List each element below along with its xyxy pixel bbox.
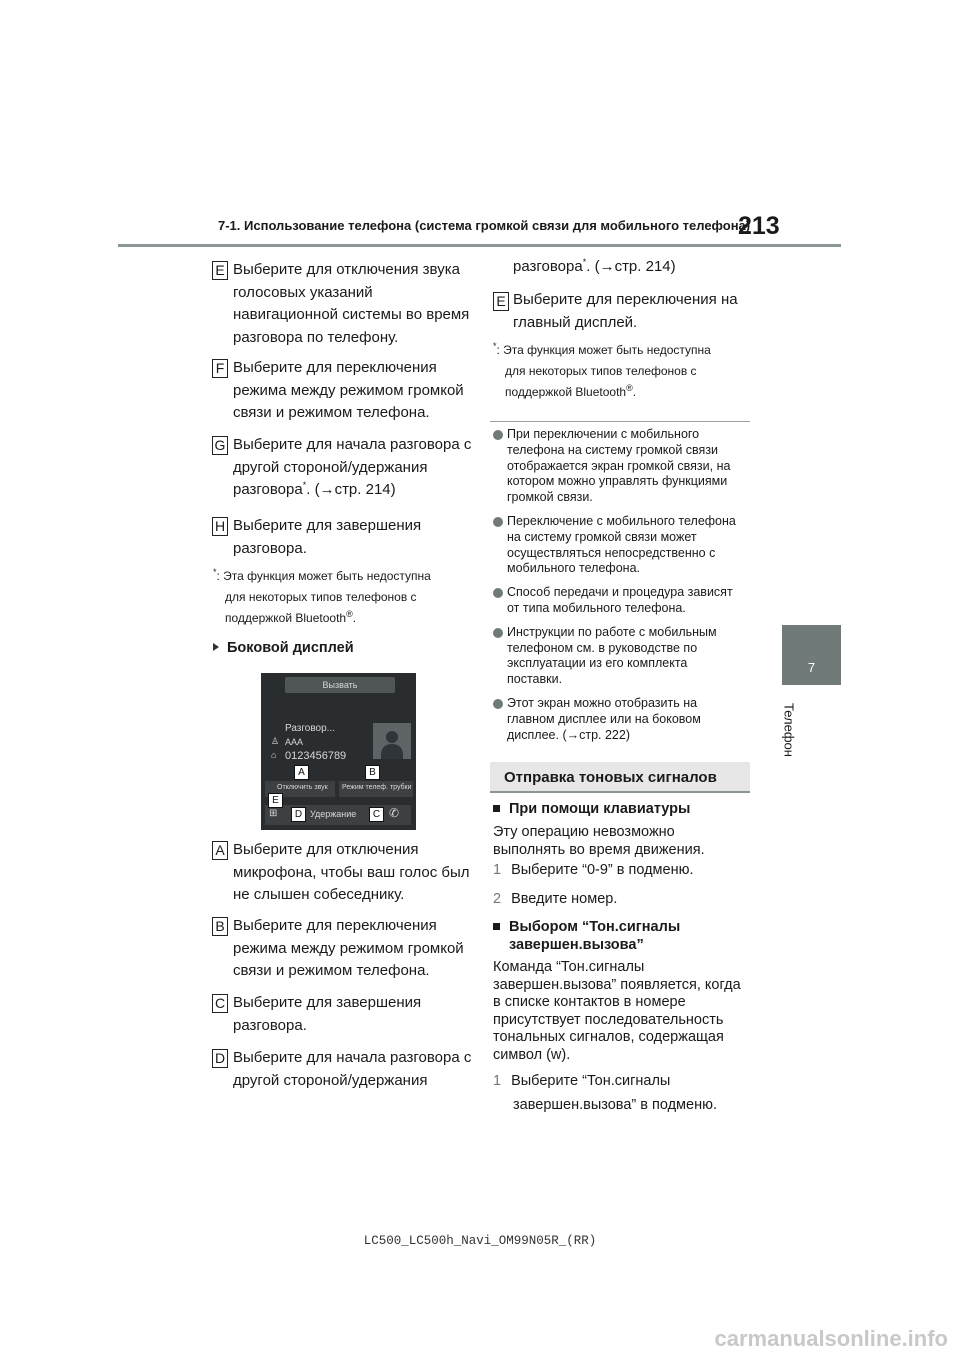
- step-text: завершен.вызова” в подменю.: [513, 1097, 717, 1113]
- text-line: завершен.вызова” появляется, когда: [493, 976, 741, 993]
- text-line: разговора по телефону.: [233, 328, 399, 346]
- phone-number: 0123456789: [285, 750, 347, 762]
- text-line: разговора.: [233, 1016, 307, 1034]
- registered-mark: ®: [346, 609, 353, 619]
- text-line: главный дисплей.: [513, 313, 638, 331]
- text-line: Выберите для начала разговора с: [233, 436, 472, 453]
- text-line: При переключении с мобильного: [507, 427, 700, 441]
- square-bullet-icon: [493, 805, 500, 812]
- text-line: громкой связи.: [507, 490, 593, 505]
- text-line: Выберите для переключения: [233, 917, 437, 934]
- label-box-h: H: [212, 517, 228, 536]
- text-line: Инструкции по работе с мобильным: [507, 624, 717, 639]
- chapter-label: Телефон: [781, 703, 797, 757]
- footer-code: LC500_LC500h_Navi_OM99N05R_(RR): [363, 1234, 597, 1248]
- text-line: на систему громкой связи может: [507, 529, 697, 544]
- text-span: разговора: [513, 258, 583, 275]
- callout-c: C: [369, 807, 384, 822]
- notes-list: [493, 427, 753, 743]
- keypad-icon[interactable]: ⊞: [269, 808, 278, 819]
- item-g-text: [233, 434, 471, 502]
- text-line: присутствует последовательность: [493, 1011, 724, 1028]
- page-ref-link[interactable]: . (→стр. 214): [586, 258, 676, 275]
- text-line: связи и режимом телефона.: [233, 404, 430, 421]
- note-item: [493, 585, 753, 617]
- text-line: микрофона, чтобы ваш голос был: [233, 863, 470, 881]
- subheading: [213, 640, 354, 656]
- note-item: [493, 427, 753, 506]
- text-line: поставки.: [507, 672, 563, 687]
- footnote: [213, 566, 431, 629]
- item-d-text: [233, 1047, 471, 1092]
- text-line: не слышен собеседнику.: [233, 886, 405, 903]
- text-line: эксплуатации из его комплекта: [507, 656, 688, 671]
- subsection-heading: [493, 919, 680, 954]
- label-box-c: C: [212, 994, 228, 1013]
- text-line: отображается экран громкой связи, на: [507, 458, 731, 473]
- step-text: Выберите “Тон.сигналы: [511, 1073, 671, 1089]
- subsection-title: При помощи клавиатуры: [509, 801, 691, 817]
- callout-a: A: [294, 765, 309, 780]
- step-item: [493, 891, 617, 909]
- step-number: 2: [493, 891, 502, 907]
- text-line: символ (w).: [493, 1046, 571, 1063]
- text-line: голосовых указаний: [233, 283, 373, 301]
- contact-avatar: [373, 723, 411, 759]
- text-line: связи и режимом телефона.: [233, 962, 430, 979]
- text-line: Команда “Тон.сигналы: [493, 959, 645, 975]
- note-item: [493, 514, 753, 577]
- square-bullet-icon: [493, 923, 500, 930]
- end-call-icon[interactable]: ✆: [389, 806, 400, 820]
- step-text: Выберите “0-9” в подменю.: [511, 862, 694, 878]
- text-line: выполнять во время движения.: [493, 841, 705, 858]
- step-number: 1: [493, 862, 502, 878]
- text-line: осуществляться непосредственно с: [507, 545, 716, 560]
- notes-divider: [490, 421, 750, 422]
- text-span: поддержкой Bluetooth: [505, 385, 627, 399]
- text-line: в списке контактов в номере: [493, 994, 686, 1010]
- item-f-text: [233, 357, 464, 425]
- watermark: carmanualsonline.info: [714, 1326, 948, 1351]
- label-box-a: A: [212, 841, 228, 860]
- text-line: Эту операцию невозможно: [493, 824, 675, 840]
- text-span: разговора: [233, 481, 303, 498]
- page-ref-link[interactable]: . (→стр. 214): [306, 481, 396, 498]
- bullet-icon: [493, 699, 503, 709]
- sub2-paragraph: [493, 959, 741, 1064]
- hold-button-label[interactable]: Удержание: [310, 809, 357, 819]
- step-text: Введите номер.: [511, 891, 618, 907]
- call-button-label: Вызвать: [322, 680, 358, 690]
- text-line: от типа мобильного телефона.: [507, 600, 686, 615]
- text-line: телефоном см. в руководстве по: [507, 640, 698, 655]
- item-e-right-text: [513, 289, 738, 334]
- label-box-e-right: E: [493, 292, 509, 311]
- text-line: Выберите для переключения на: [513, 291, 738, 308]
- label-box-f: F: [212, 359, 228, 378]
- page-number: 213: [738, 212, 780, 240]
- text-line: режима между режимом громкой: [233, 939, 464, 957]
- text-line: Выберите для начала разговора с: [233, 1049, 472, 1066]
- continued-text: [513, 256, 676, 279]
- bullet-icon: [493, 628, 503, 638]
- sub1-paragraph: [493, 824, 705, 859]
- subheading-text: Боковой дисплей: [227, 640, 354, 656]
- text-line: мобильного телефона.: [507, 561, 640, 576]
- phone-type-icon: ⌂: [271, 750, 277, 760]
- step-item: [493, 1069, 717, 1117]
- running-header: 7-1. Использование телефона (система громкой связи для мобильного телефона): [218, 218, 751, 233]
- registered-mark: ®: [626, 383, 633, 393]
- text-line: котором можно управлять функциями: [507, 474, 728, 489]
- person-icon: ♙: [271, 736, 280, 746]
- subsection-title: Выбором “Тон.сигналы: [509, 919, 681, 935]
- text-line: тональных сигналов, содержащая: [493, 1029, 724, 1045]
- footnote-right: [493, 340, 711, 403]
- footnote-marker: *: [582, 257, 587, 267]
- text-line: навигационной системы во время: [233, 306, 470, 323]
- callout-e: E: [268, 793, 283, 808]
- text-line: главном дисплее или на боковом: [507, 711, 701, 726]
- text-line: Выберите для отключения: [233, 841, 419, 858]
- text-line: Переключение с мобильного телефона: [507, 513, 736, 528]
- label-box-d: D: [212, 1049, 228, 1068]
- text-span: .: [352, 611, 357, 625]
- item-e-text: [233, 259, 469, 349]
- note-item: [493, 625, 753, 688]
- footnote-marker: *: [302, 480, 307, 490]
- handset-mode-label: Режим телеф. трубки: [342, 784, 412, 791]
- triangle-bullet-icon: [213, 643, 219, 651]
- text-line: Способ передачи и процедура зависят: [507, 585, 733, 600]
- bullet-icon: [493, 517, 503, 527]
- mute-label: Отключить звук: [277, 784, 328, 791]
- text-line: Этот экран можно отобразить на: [507, 695, 698, 710]
- text-span: .: [632, 385, 637, 399]
- text-line: Выберите для переключения: [233, 359, 437, 376]
- text-line: дисплее. (→стр. 222): [507, 727, 630, 742]
- header-rule: [118, 244, 841, 247]
- side-display-screenshot: [261, 673, 416, 830]
- item-a-text: [233, 839, 470, 907]
- contact-name: AAA: [285, 737, 304, 747]
- text-line: разговора.: [233, 539, 307, 557]
- text-line: другой стороной/удержания: [233, 458, 428, 476]
- text-line: : Эта функция может быть недоступна: [496, 343, 711, 357]
- label-box-e: E: [212, 261, 228, 280]
- avatar-body-icon: [381, 744, 403, 759]
- text-line: режима между режимом громкой: [233, 381, 464, 399]
- chapter-number: 7: [807, 660, 816, 675]
- text-span: поддержкой Bluetooth: [225, 611, 347, 625]
- item-b-text: [233, 915, 464, 983]
- text-line: Выберите для отключения звука: [233, 261, 460, 278]
- item-h-text: [233, 515, 421, 560]
- text-line: для некоторых типов телефонов с: [225, 590, 417, 604]
- text-line: : Эта функция может быть недоступна: [216, 569, 431, 583]
- call-status: Разговор...: [285, 723, 336, 734]
- bullet-icon: [493, 430, 503, 440]
- step-number: 1: [493, 1073, 502, 1089]
- section-heading: Отправка тоновых сигналов: [490, 762, 750, 793]
- subsection-title: завершен.вызова”: [509, 936, 644, 953]
- text-line: телефона на систему громкой связи: [507, 442, 719, 457]
- callout-d: D: [291, 807, 306, 822]
- text-line: другой стороной/удержания: [233, 1071, 428, 1089]
- bullet-icon: [493, 588, 503, 598]
- item-c-text: [233, 992, 421, 1037]
- avatar-head-icon: [386, 731, 398, 743]
- subsection-heading: [493, 801, 690, 819]
- footnote-marker: *: [493, 341, 497, 351]
- text-line: [513, 256, 676, 279]
- chapter-tab: [782, 625, 841, 685]
- label-box-b: B: [212, 917, 228, 936]
- callout-b: B: [365, 765, 380, 780]
- text-line: Выберите для завершения: [233, 517, 422, 534]
- text-line: [233, 479, 471, 502]
- footnote-marker: *: [213, 567, 217, 577]
- step-item: [493, 862, 694, 880]
- label-box-g: G: [212, 436, 228, 455]
- note-item: [493, 696, 753, 743]
- text-line: для некоторых типов телефонов с: [505, 364, 697, 378]
- text-line: Выберите для завершения: [233, 994, 422, 1011]
